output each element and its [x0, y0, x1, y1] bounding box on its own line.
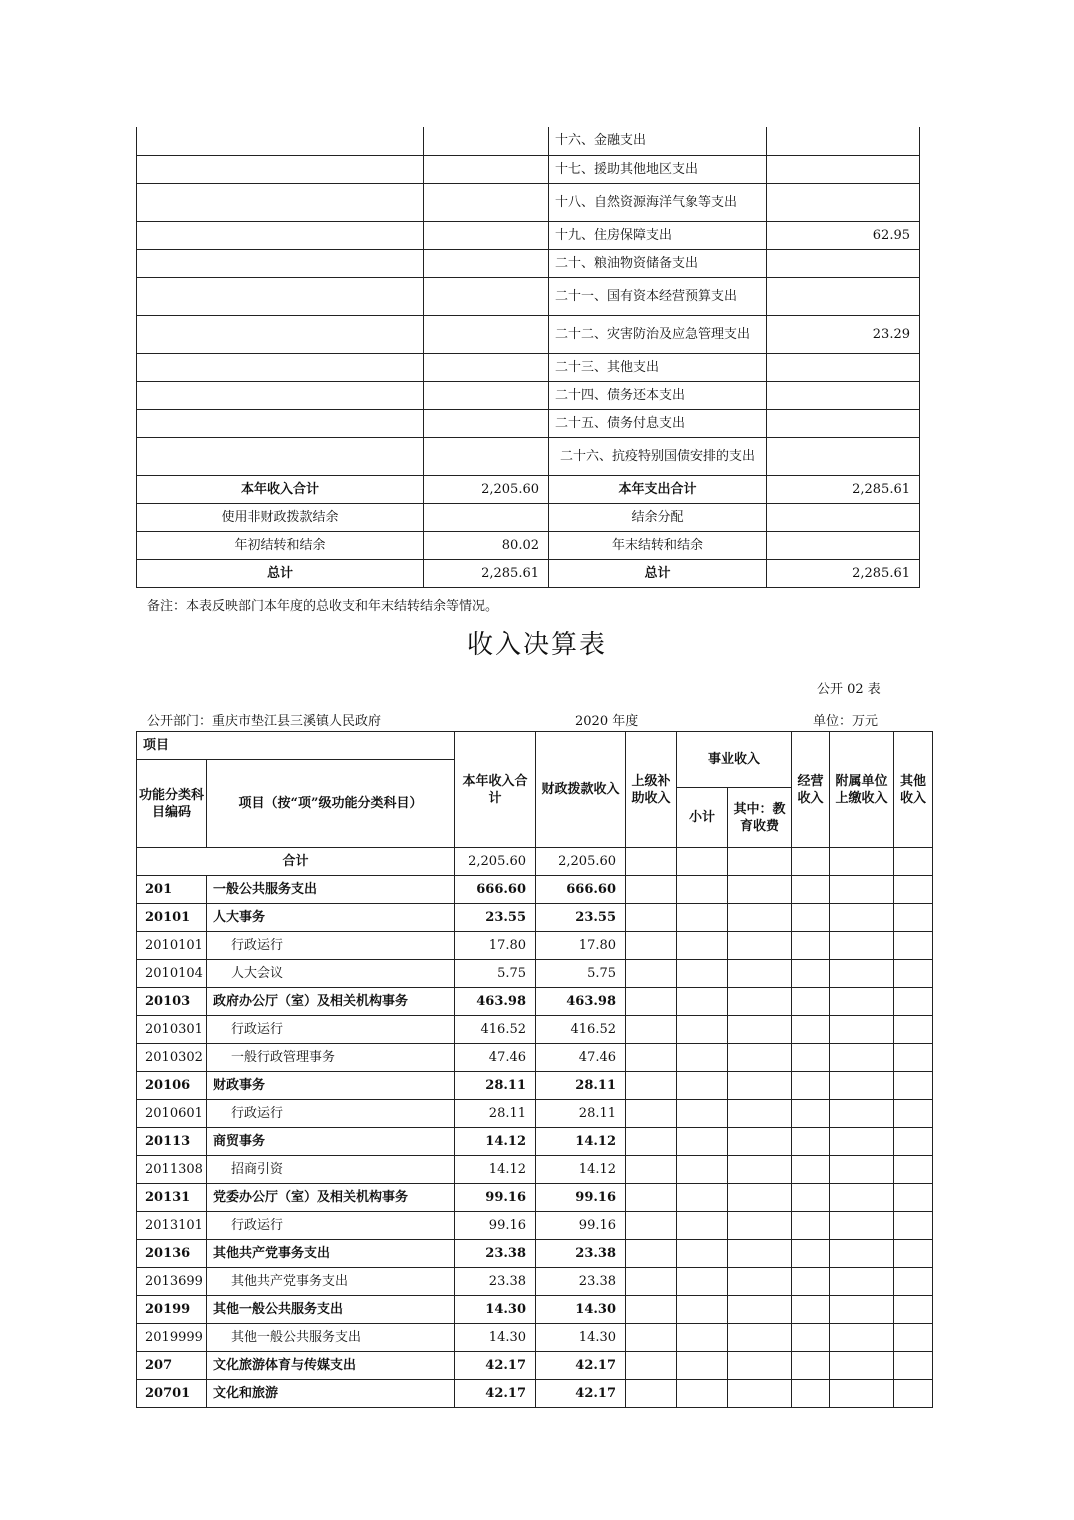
total-row-fiscal: 2,205.60: [536, 848, 626, 876]
expense-item: 二十二、灾害防治及应急管理支出: [549, 315, 767, 353]
table-row: [137, 1212, 933, 1240]
summary-value: [424, 503, 549, 531]
cell: [677, 1184, 728, 1212]
row-name: 一般公共服务支出: [207, 876, 455, 904]
expense-amount: [767, 127, 920, 155]
cell: [626, 904, 677, 932]
cell: [677, 1296, 728, 1324]
cell: [830, 988, 894, 1016]
expense-item: 十七、援助其他地区支出: [549, 155, 767, 183]
cell: [677, 1156, 728, 1184]
header-name: 项目（按“项”级功能分类科目）: [207, 760, 455, 848]
cell: [830, 1352, 894, 1380]
table-row: [137, 1016, 933, 1044]
row-fiscal: 666.60: [536, 876, 626, 904]
table-row: [137, 988, 933, 1016]
summary-table: [136, 127, 920, 588]
table-row: [137, 1072, 933, 1100]
cell: [728, 932, 792, 960]
row-total: 47.46: [455, 1044, 536, 1072]
cell: [894, 1072, 933, 1100]
row-name: 招商引资: [207, 1156, 455, 1184]
cell: [894, 1016, 933, 1044]
cell: [830, 1072, 894, 1100]
cell: [677, 1324, 728, 1352]
year-label: 2020 年度: [575, 714, 639, 729]
header-superior: 上级补助收入: [626, 732, 677, 848]
grand-total-label: 总计: [549, 559, 767, 587]
cell: [792, 1324, 830, 1352]
cell: [728, 1324, 792, 1352]
income-total-label: 本年收入合计: [137, 475, 424, 503]
expense-item: 二十、粮油物资储备支出: [549, 249, 767, 277]
cell: [894, 1128, 933, 1156]
cell: [728, 1100, 792, 1128]
cell: [626, 988, 677, 1016]
cell: [792, 1100, 830, 1128]
cell: [894, 1212, 933, 1240]
table-row: [137, 1156, 933, 1184]
row-total: 17.80: [455, 932, 536, 960]
expense-amount: [767, 277, 920, 315]
row-code: 2010101: [137, 932, 207, 960]
cell: [677, 1212, 728, 1240]
table-row: [137, 1268, 933, 1296]
cell: [792, 904, 830, 932]
cell: [894, 1100, 933, 1128]
department-label: 公开部门：重庆市垫江县三溪镇人民政府: [147, 714, 382, 729]
cell: [626, 1128, 677, 1156]
row-total: 28.11: [455, 1100, 536, 1128]
cell: [792, 1156, 830, 1184]
table-row: [137, 960, 933, 988]
header-business: 事业收入: [677, 732, 792, 788]
cell: [894, 1352, 933, 1380]
cell: [728, 848, 792, 876]
row-name: 党委办公厅（室）及相关机构事务: [207, 1184, 455, 1212]
header-operating: 经营收入: [792, 732, 830, 848]
row-name: 政府办公厅（室）及相关机构事务: [207, 988, 455, 1016]
cell: [894, 1184, 933, 1212]
cell: [728, 1128, 792, 1156]
cell: [830, 1212, 894, 1240]
cell: [728, 1016, 792, 1044]
row-name: 人大会议: [207, 960, 455, 988]
cell: [424, 381, 549, 409]
cell: [728, 1268, 792, 1296]
cell: [677, 1268, 728, 1296]
table-row: [137, 876, 933, 904]
cell: [137, 437, 424, 475]
cell: [792, 1240, 830, 1268]
cell: [424, 277, 549, 315]
cell: [137, 277, 424, 315]
cell: [424, 249, 549, 277]
table-note: 备注：本表反映部门本年度的总收支和年末结转结余等情况。: [147, 599, 499, 614]
cell: [894, 1268, 933, 1296]
row-code: 207: [137, 1352, 207, 1380]
row-name: 行政运行: [207, 1100, 455, 1128]
cell: [830, 1100, 894, 1128]
table-row: [137, 1128, 933, 1156]
table-code: 公开 02 表: [817, 682, 881, 697]
expense-item: 二十一、国有资本经营预算支出: [549, 277, 767, 315]
cell: [677, 1240, 728, 1268]
header-project: 项目: [137, 732, 455, 760]
row-total: 23.55: [455, 904, 536, 932]
cell: [830, 1184, 894, 1212]
row-fiscal: 14.12: [536, 1128, 626, 1156]
cell: [830, 1268, 894, 1296]
cell: [626, 1212, 677, 1240]
row-total: 14.30: [455, 1324, 536, 1352]
row-fiscal: 463.98: [536, 988, 626, 1016]
row-total: 28.11: [455, 1072, 536, 1100]
row-fiscal: 14.30: [536, 1324, 626, 1352]
cell: [792, 1184, 830, 1212]
cell: [424, 183, 549, 221]
row-code: 20113: [137, 1128, 207, 1156]
row-fiscal: 14.30: [536, 1296, 626, 1324]
row-name: 文化和旅游: [207, 1380, 455, 1408]
expense-total-value: 2,285.61: [767, 475, 920, 503]
row-fiscal: 99.16: [536, 1184, 626, 1212]
expense-item: 十六、金融支出: [549, 127, 767, 155]
grand-total-value: 2,285.61: [424, 559, 549, 587]
total-row-total: 2,205.60: [455, 848, 536, 876]
cell: [830, 1380, 894, 1408]
row-fiscal: 23.38: [536, 1268, 626, 1296]
header-other: 其他收入: [894, 732, 933, 848]
row-total: 23.38: [455, 1240, 536, 1268]
expense-amount: [767, 183, 920, 221]
row-total: 14.12: [455, 1128, 536, 1156]
expense-amount: 62.95: [767, 221, 920, 249]
row-name: 行政运行: [207, 1016, 455, 1044]
row-code: 2010302: [137, 1044, 207, 1072]
cell: [677, 1128, 728, 1156]
cell: [830, 904, 894, 932]
row-code: 2013699: [137, 1268, 207, 1296]
summary-value: 80.02: [424, 531, 549, 559]
row-fiscal: 14.12: [536, 1156, 626, 1184]
cell: [728, 1380, 792, 1408]
cell: [792, 1380, 830, 1408]
row-code: 20103: [137, 988, 207, 1016]
summary-label: 年末结转和结余: [549, 531, 767, 559]
cell: [137, 353, 424, 381]
grand-total-label: 总计: [137, 559, 424, 587]
row-total: 23.38: [455, 1268, 536, 1296]
cell: [626, 1072, 677, 1100]
expense-item: 十八、自然资源海洋气象等支出: [549, 183, 767, 221]
cell: [792, 988, 830, 1016]
cell: [792, 1268, 830, 1296]
row-code: 2011308: [137, 1156, 207, 1184]
cell: [830, 932, 894, 960]
cell: [830, 1016, 894, 1044]
row-total: 42.17: [455, 1380, 536, 1408]
row-code: 2019999: [137, 1324, 207, 1352]
cell: [792, 1072, 830, 1100]
cell: [830, 1324, 894, 1352]
cell: [137, 381, 424, 409]
cell: [137, 155, 424, 183]
cell: [792, 1212, 830, 1240]
row-fiscal: 5.75: [536, 960, 626, 988]
cell: [728, 988, 792, 1016]
cell: [677, 1044, 728, 1072]
expense-amount: [767, 155, 920, 183]
cell: [677, 1380, 728, 1408]
cell: [626, 1016, 677, 1044]
row-fiscal: 17.80: [536, 932, 626, 960]
cell: [894, 876, 933, 904]
row-name: 一般行政管理事务: [207, 1044, 455, 1072]
row-code: 20106: [137, 1072, 207, 1100]
cell: [728, 960, 792, 988]
grand-total-value: 2,285.61: [767, 559, 920, 587]
row-name: 其他一般公共服务支出: [207, 1324, 455, 1352]
income-table: [136, 731, 933, 1408]
table-row: [137, 1324, 933, 1352]
cell: [894, 960, 933, 988]
cell: [792, 960, 830, 988]
row-code: 20199: [137, 1296, 207, 1324]
cell: [626, 1352, 677, 1380]
cell: [792, 1296, 830, 1324]
cell: [894, 1296, 933, 1324]
cell: [626, 1296, 677, 1324]
cell: [626, 1324, 677, 1352]
cell: [137, 183, 424, 221]
cell: [792, 932, 830, 960]
cell: [137, 127, 424, 155]
cell: [424, 315, 549, 353]
cell: [424, 127, 549, 155]
table-row: [137, 932, 933, 960]
row-name: 文化旅游体育与传媒支出: [207, 1352, 455, 1380]
cell: [728, 1240, 792, 1268]
row-total: 14.30: [455, 1296, 536, 1324]
summary-label: 使用非财政拨款结余: [137, 503, 424, 531]
cell: [626, 1100, 677, 1128]
header-affiliated: 附属单位上缴收入: [830, 732, 894, 848]
cell: [830, 1044, 894, 1072]
row-code: 2010301: [137, 1016, 207, 1044]
row-name: 其他共产党事务支出: [207, 1268, 455, 1296]
row-name: 行政运行: [207, 932, 455, 960]
cell: [830, 1240, 894, 1268]
cell: [894, 1380, 933, 1408]
row-code: 20701: [137, 1380, 207, 1408]
cell: [137, 249, 424, 277]
row-total: 14.12: [455, 1156, 536, 1184]
expense-item: 二十三、其他支出: [549, 353, 767, 381]
cell: [626, 1380, 677, 1408]
cell: [626, 1240, 677, 1268]
summary-value: [767, 531, 920, 559]
cell: [728, 1212, 792, 1240]
header-code: 功能分类科目编码: [137, 760, 207, 848]
cell: [728, 1184, 792, 1212]
cell: [894, 988, 933, 1016]
cell: [728, 876, 792, 904]
cell: [728, 1044, 792, 1072]
row-fiscal: 416.52: [536, 1016, 626, 1044]
cell: [792, 876, 830, 904]
cell: [830, 1128, 894, 1156]
cell: [137, 315, 424, 353]
row-total: 5.75: [455, 960, 536, 988]
row-fiscal: 28.11: [536, 1100, 626, 1128]
cell: [626, 1184, 677, 1212]
table-row: [137, 1352, 933, 1380]
cell: [894, 1044, 933, 1072]
cell: [894, 904, 933, 932]
cell: [677, 988, 728, 1016]
cell: [424, 155, 549, 183]
total-row-label: 合计: [137, 848, 455, 876]
row-code: 20101: [137, 904, 207, 932]
row-fiscal: 28.11: [536, 1072, 626, 1100]
expense-amount: [767, 353, 920, 381]
row-code: 20131: [137, 1184, 207, 1212]
cell: [728, 904, 792, 932]
expense-item: 二十四、债务还本支出: [549, 381, 767, 409]
cell: [424, 353, 549, 381]
row-total: 99.16: [455, 1212, 536, 1240]
row-code: 2010104: [137, 960, 207, 988]
cell: [792, 848, 830, 876]
row-code: 2013101: [137, 1212, 207, 1240]
row-fiscal: 47.46: [536, 1044, 626, 1072]
cell: [792, 1016, 830, 1044]
cell: [424, 221, 549, 249]
income-total-value: 2,205.60: [424, 475, 549, 503]
header-subtotal: 小计: [677, 788, 728, 848]
cell: [626, 876, 677, 904]
cell: [424, 409, 549, 437]
expense-amount: [767, 381, 920, 409]
expense-total-label: 本年支出合计: [549, 475, 767, 503]
cell: [626, 932, 677, 960]
cell: [830, 960, 894, 988]
cell: [677, 932, 728, 960]
header-fiscal: 财政拨款收入: [536, 732, 626, 848]
page-title: 收入决算表: [466, 630, 607, 660]
expense-item: 二十六、抗疫特别国债安排的支出: [549, 437, 767, 475]
row-code: 2010601: [137, 1100, 207, 1128]
cell: [677, 1016, 728, 1044]
row-total: 463.98: [455, 988, 536, 1016]
expense-item: 十九、住房保障支出: [549, 221, 767, 249]
cell: [626, 1268, 677, 1296]
table-row: [137, 1380, 933, 1408]
cell: [677, 876, 728, 904]
cell: [677, 904, 728, 932]
cell: [677, 1072, 728, 1100]
row-fiscal: 42.17: [536, 1352, 626, 1380]
cell: [677, 848, 728, 876]
row-fiscal: 99.16: [536, 1212, 626, 1240]
expense-amount: [767, 437, 920, 475]
unit-label: 单位：万元: [813, 714, 879, 729]
cell: [137, 221, 424, 249]
cell: [792, 1128, 830, 1156]
cell: [626, 1044, 677, 1072]
row-name: 行政运行: [207, 1212, 455, 1240]
row-total: 666.60: [455, 876, 536, 904]
cell: [728, 1156, 792, 1184]
table-row: [137, 1184, 933, 1212]
summary-value: [767, 503, 920, 531]
cell: [894, 1324, 933, 1352]
cell: [677, 960, 728, 988]
row-total: 42.17: [455, 1352, 536, 1380]
table-row: [137, 904, 933, 932]
table-row: [137, 1044, 933, 1072]
row-total: 416.52: [455, 1016, 536, 1044]
row-fiscal: 23.55: [536, 904, 626, 932]
cell: [830, 848, 894, 876]
table-row: [137, 1296, 933, 1324]
expense-amount: [767, 249, 920, 277]
row-name: 财政事务: [207, 1072, 455, 1100]
cell: [424, 437, 549, 475]
cell: [626, 848, 677, 876]
cell: [728, 1072, 792, 1100]
table-row: [137, 1240, 933, 1268]
cell: [894, 1240, 933, 1268]
summary-label: 结余分配: [549, 503, 767, 531]
expense-amount: 23.29: [767, 315, 920, 353]
cell: [830, 876, 894, 904]
header-total: 本年收入合计: [455, 732, 536, 848]
cell: [792, 1352, 830, 1380]
row-code: 201: [137, 876, 207, 904]
row-name: 人大事务: [207, 904, 455, 932]
header-edu: 其中：教育收费: [728, 788, 792, 848]
cell: [894, 932, 933, 960]
row-name: 其他一般公共服务支出: [207, 1296, 455, 1324]
cell: [830, 1296, 894, 1324]
table-row: [137, 1100, 933, 1128]
expense-amount: [767, 409, 920, 437]
cell: [792, 1044, 830, 1072]
summary-label: 年初结转和结余: [137, 531, 424, 559]
cell: [728, 1296, 792, 1324]
cell: [677, 1100, 728, 1128]
expense-item: 二十五、债务付息支出: [549, 409, 767, 437]
cell: [626, 1156, 677, 1184]
cell: [830, 1156, 894, 1184]
row-name: 商贸事务: [207, 1128, 455, 1156]
row-fiscal: 23.38: [536, 1240, 626, 1268]
row-code: 20136: [137, 1240, 207, 1268]
cell: [137, 409, 424, 437]
cell: [626, 960, 677, 988]
cell: [894, 848, 933, 876]
cell: [677, 1352, 728, 1380]
row-name: 其他共产党事务支出: [207, 1240, 455, 1268]
cell: [728, 1352, 792, 1380]
row-fiscal: 42.17: [536, 1380, 626, 1408]
row-total: 99.16: [455, 1184, 536, 1212]
cell: [894, 1156, 933, 1184]
